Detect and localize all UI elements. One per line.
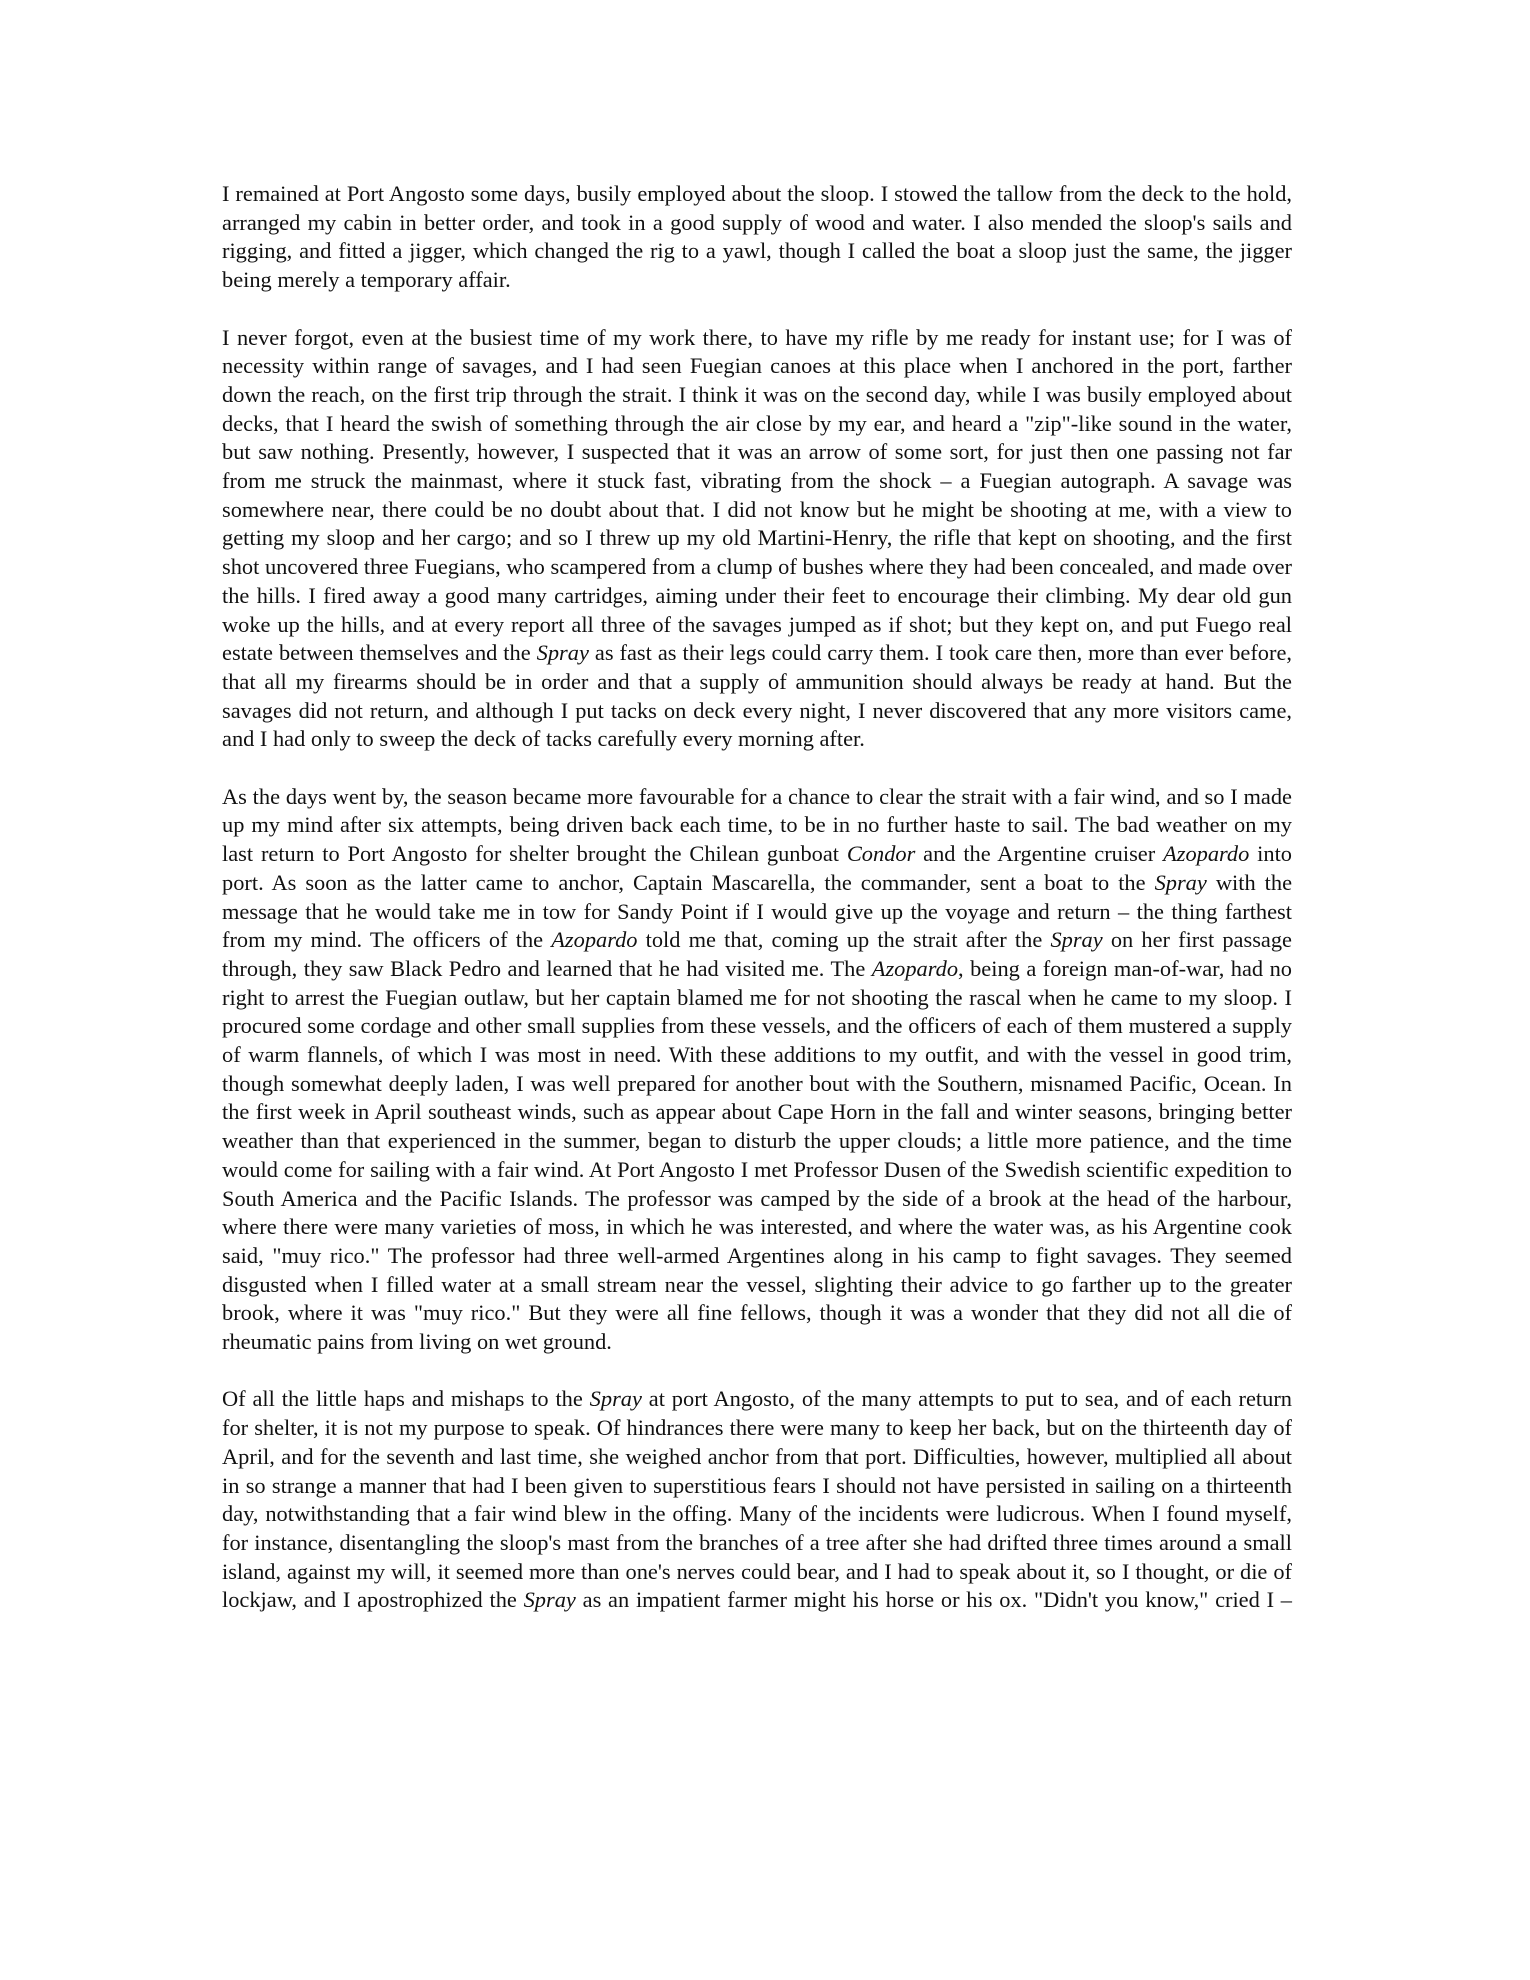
text-segment: as fast as their legs could carry them. I took care then, more than ever before, that all my firearms should be in order and that a supply of ammunition should always be ready at hand. But the savages did not return, and although I put tacks on deck every night, I never discovered that any more visitors came, and I had only to sweep the deck of tacks carefully every morning after.	[222, 640, 1292, 752]
text-segment: into port. As soon as the latter came to anchor, Captain Mascarella, the commander, sent a boat to the	[222, 841, 1292, 895]
text-segment: I never forgot, even at the busiest time of my work there, to have my rifle by me ready for instant use; for I was of necessity within range of savages, and I had seen Fuegian canoes at this place when I anchored in the port, farther down the reach, on the first trip through the strait. I think it was on the second day, while I was busily employed about decks, that I heard the swish of something through the air close by my ear, and heard a "zip"-like sound in the water, but saw nothing. Presently, however, I suspected that it was an arrow of some sort, for just then one passing not far from me struck the mainmast, where it stuck fast, vibrating from the shock – a Fuegian autograph. A savage was somewhere near, there could be no doubt about that. I did not know but he might be shooting at me, with a view to getting my sloop and her cargo; and so I threw up my old Martini-Henry, the rifle that kept on shooting, and the first shot uncovered three Fuegians, who scampered from a clump of bushes where they had been concealed, and made over the hills. I fired away a good many cartridges, aiming under their feet to encourage their climbing. My dear old gun woke up the hills, and at every report all three of the savages jumped as if shot; but they kept on, and put Fuego real estate between themselves and the	[222, 324, 1292, 666]
ship-name-italic: Spray	[589, 1386, 642, 1412]
paragraph-3	[222, 783, 1292, 1357]
ship-name-italic: Spray	[536, 640, 589, 666]
ship-name-italic: Spray	[1050, 927, 1103, 953]
document-page	[222, 180, 1292, 1615]
ship-name-italic: Azopardo	[1163, 841, 1250, 867]
text-segment: Of all the little haps and mishaps to the	[222, 1386, 590, 1412]
ship-name-italic: Condor	[846, 841, 916, 867]
text-segment: , being a foreign man-of-war, had no right to arrest the Fuegian outlaw, but her captain blamed me for not shooting the rascal when he came to my sloop. I procured some cordage and other small supplies from these vessels, and the officers of each of them mustered a supply of warm flannels, of which I was most in need. With these additions to my outfit, and with the vessel in good trim, though somewhat deeply laden, I was well prepared for another bout with the Southern, misnamed Pacific, Ocean. In the first week in April southeast winds, such as appear about Cape Horn in the fall and winter seasons, bringing better weather than that experienced in the summer, began to disturb the upper clouds; a little more patience, and the time would come for sailing with a fair wind. At Port Angosto I met Professor Dusen of the Swedish scientific expedition to South America and the Pacific Islands. The professor was camped by the side of a brook at the head of the harbour, where there were many varieties of moss, in which he was interested, and where the water was, as his Argentine cook said, "muy rico." The professor had three well-armed Argentines along in his camp to fight savages. They seemed disgusted when I filled water at a small stream near the vessel, slighting their advice to go farther up to the greater brook, where it was "muy rico." But they were all fine fellows, though it was a wonder that they did not all die of rheumatic pains from living on wet ground.	[222, 955, 1292, 1355]
paragraph-4	[222, 1385, 1292, 1615]
text-segment: with the message that he would take me in tow for Sandy Point if I would give up the voyage and return – the thing farthest from my mind. The officers of the	[222, 869, 1293, 953]
text-segment: I remained at Port Angosto some days, busily employed about the sloop. I stowed the tallow from the deck to the hold, arranged my cabin in better order, and took in a good supply of wood and water. I also mended the sloop's sails and rigging, and fitted a jigger, which changed the rig to a yawl, though I called the boat a sloop just the same, the jigger being merely a temporary affair.	[222, 181, 1292, 293]
text-segment: as an impatient farmer might his horse or his ox. "Didn't you know," cried I –	[575, 1587, 1293, 1613]
text-segment: at port Angosto, of the many attempts to put to sea, and of each return for shelter, it is not my purpose to speak. Of hindrances there were many to keep her back, but on the thirteenth day of April, and for the seventh and last time, she weighed anchor from that port. Difficulties, however, multiplied all about in so strange a manner that had I been given to superstitious fears I should not have persisted in sailing on a thirteenth day, notwithstanding that a fair wind blew in the offing. Many of the incidents were ludicrous. When I found myself, for instance, disentangling the sloop's mast from the branches of a tree after she had drifted three times around a small island, against my will, it seemed more than one's nerves could bear, and I had to speak about it, so I thought, or die of lockjaw, and I apostrophized the	[222, 1386, 1292, 1613]
paragraph-1	[222, 180, 1292, 295]
ship-name-italic: Spray	[1154, 869, 1207, 895]
text-segment: and the Argentine cruiser	[915, 841, 1164, 867]
ship-name-italic: Azopardo	[871, 955, 959, 981]
text-segment: told me that, coming up the strait after the	[637, 927, 1051, 953]
text-segment: on her first passage through, they saw Black Pedro and learned that he had visited me. The	[222, 927, 1292, 981]
ship-name-italic: Spray	[523, 1587, 576, 1613]
paragraph-2	[222, 324, 1292, 755]
ship-name-italic: Azopardo	[551, 927, 638, 953]
text-segment: As the days went by, the season became more favourable for a chance to clear the strait with a fair wind, and so I made up my mind after six attempts, being driven back each time, to be in no further haste to sail. The bad weather on my last return to Port Angosto for shelter brought the Chilean gunboat	[222, 783, 1292, 867]
